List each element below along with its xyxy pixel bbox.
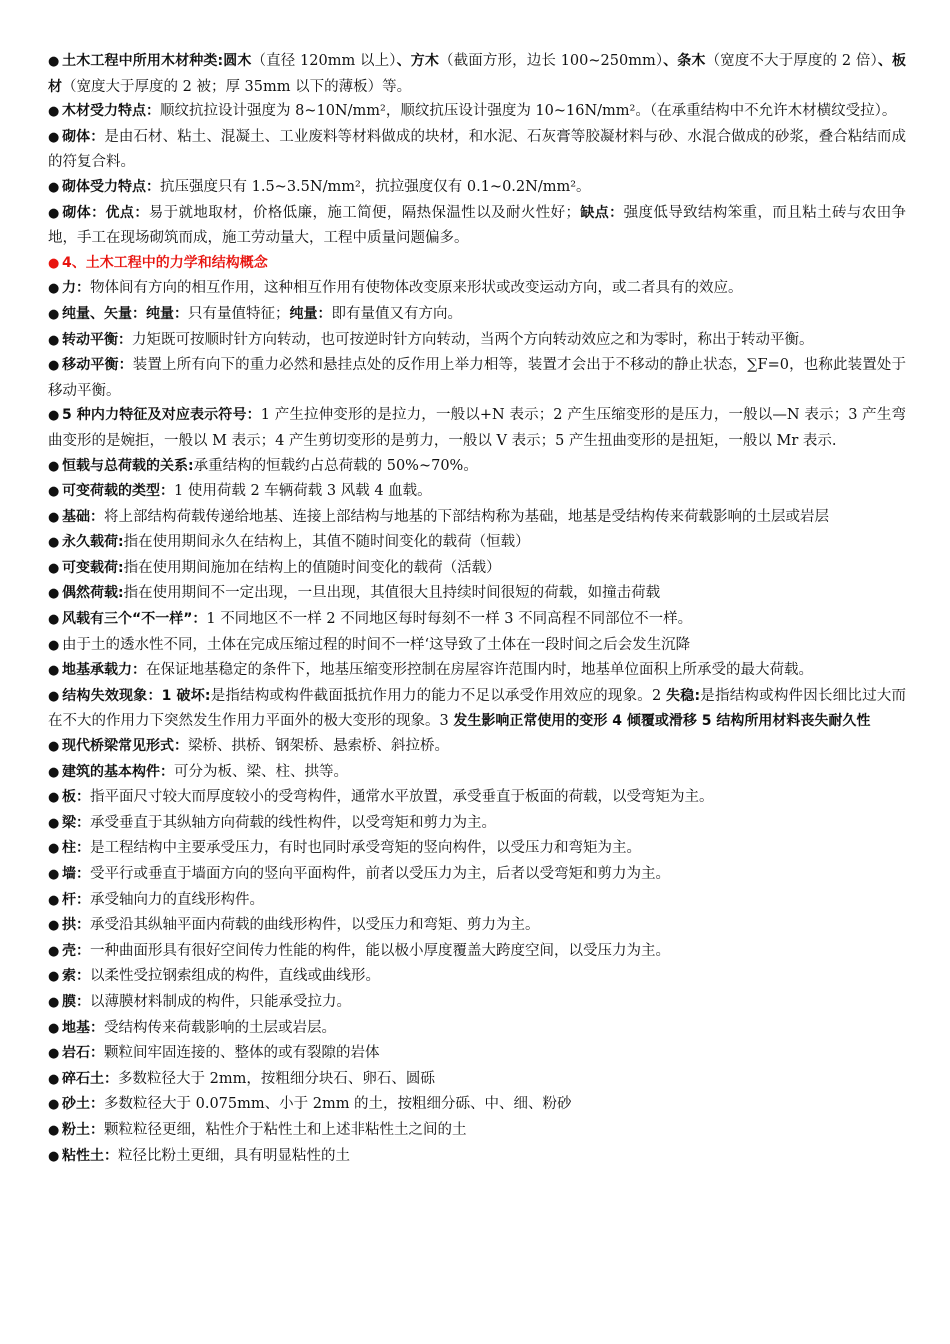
body-text: 承受轴向力的直线形构件。 bbox=[90, 891, 264, 908]
bold-term: 膜： bbox=[62, 993, 90, 1010]
body-text: 指在使用期间不一定出现，一旦出现，其值很大且持续时间很短的荷载，如撞击荷载 bbox=[123, 585, 661, 602]
bullet-icon: ● bbox=[48, 1148, 60, 1164]
list-item bbox=[48, 888, 906, 914]
list-item bbox=[48, 913, 906, 939]
bullet-icon: ● bbox=[48, 332, 60, 348]
list-item bbox=[48, 353, 906, 403]
bold-term: 5 种内力特征及对应表示符号： bbox=[62, 407, 261, 424]
list-item bbox=[48, 734, 906, 760]
bold-term: 、板材 bbox=[48, 53, 906, 95]
bold-term: 永久载荷: bbox=[62, 534, 124, 551]
list-item bbox=[48, 1092, 906, 1118]
list-item bbox=[48, 964, 906, 990]
list-item bbox=[48, 862, 906, 888]
bullet-icon: ● bbox=[48, 54, 60, 69]
list-item bbox=[48, 479, 906, 505]
bold-term: 纯量： bbox=[289, 305, 332, 322]
bold-term: 木材受力特点： bbox=[62, 103, 160, 120]
bullet-icon: ● bbox=[48, 612, 60, 628]
bold-term: 纯量、矢量：纯量： bbox=[62, 305, 188, 322]
body-text: 1 不同地区不一样 2 不同地区每时每刻不一样 3 不同高程不同部位不一样。 bbox=[206, 611, 693, 628]
bullet-icon: ● bbox=[48, 1020, 60, 1036]
body-text: 指平面尺寸较大而厚度较小的受弯构件，通常水平放置，承受垂直于板面的荷载，以受弯矩为主。 bbox=[90, 789, 714, 806]
bold-term: 索： bbox=[62, 968, 90, 985]
list-item bbox=[48, 1016, 906, 1042]
bold-term: 砌体：优点： bbox=[62, 204, 149, 221]
bold-term: 失稳: bbox=[666, 687, 701, 704]
body-text: （宽度不大于厚度的 2 倍） bbox=[705, 53, 878, 69]
bullet-icon: ● bbox=[48, 535, 60, 551]
body-text: 颗粒间牢固连接的、整体的或有裂隙的岩体 bbox=[104, 1045, 380, 1062]
bullet-icon: ● bbox=[48, 688, 60, 704]
body-text: 指在使用期间施加在结构上的值随时间变化的载荷（活载） bbox=[123, 559, 501, 576]
list-item bbox=[48, 201, 906, 251]
bold-term: 风载有三个“不一样”： bbox=[62, 611, 207, 628]
bold-term: 力： bbox=[62, 280, 90, 297]
list-item bbox=[48, 581, 906, 607]
body-text: 受结构传来荷载影响的土层或岩层。 bbox=[104, 1019, 336, 1036]
bullet-icon: ● bbox=[48, 586, 60, 602]
bullet-icon: ● bbox=[48, 637, 60, 653]
body-text: （截面方形，边长 100~250mm） bbox=[438, 53, 664, 69]
list-item bbox=[48, 990, 906, 1016]
list-item bbox=[48, 175, 906, 201]
bullet-icon: ● bbox=[48, 129, 60, 145]
bold-term: 转动平衡： bbox=[62, 331, 132, 348]
bold-term: 发生影响正常使用的变形 4 倾覆或滑移 5 结构所用材料丧失耐久性 bbox=[453, 713, 871, 730]
bullet-icon: ● bbox=[48, 255, 60, 271]
list-item bbox=[48, 49, 906, 99]
body-text: 强度低导致结构笨重，而且粘土砖与农田争地，手工在现场砌筑而成，施工劳动量大，工程中质量问题偏多。 bbox=[48, 204, 907, 247]
bullet-icon: ● bbox=[48, 892, 60, 908]
list-item bbox=[48, 811, 906, 837]
list-item bbox=[48, 836, 906, 862]
list-item bbox=[48, 276, 906, 302]
list-item bbox=[48, 403, 906, 453]
bold-term: 杆： bbox=[62, 891, 90, 908]
body-text: 1 使用荷载 2 车辆荷载 3 风载 4 血载。 bbox=[174, 483, 432, 500]
bold-term: 移动平衡： bbox=[62, 357, 133, 374]
body-text: 颗粒粒径更细，粘性介于粘性土和上述非粘性土之间的土 bbox=[104, 1121, 467, 1138]
bullet-icon: ● bbox=[48, 306, 60, 322]
bold-term: 4、土木工程中的力学和结构概念 bbox=[62, 254, 268, 271]
list-item bbox=[48, 684, 906, 734]
list-item bbox=[48, 760, 906, 786]
body-text: 一种曲面形具有很好空间传力性能的构件，能以极小厚度覆盖大跨度空间，以受压力为主。 bbox=[90, 942, 670, 959]
body-text: 指在使用期间永久在结构上，其值不随时间变化的载荷（恒载） bbox=[123, 534, 530, 551]
bullet-icon: ● bbox=[48, 509, 60, 525]
body-text: 由于土的透水性不同，土体在完成压缩过程的时间不一样‘这导致了土体在一段时间之后会发生沉降 bbox=[62, 636, 691, 653]
bold-term: 拱： bbox=[62, 917, 90, 934]
body-text: 可分为板、梁、柱、拱等。 bbox=[174, 763, 348, 780]
bold-term: 基础： bbox=[62, 508, 104, 525]
bullet-icon: ● bbox=[48, 458, 60, 474]
body-text: 1 产生拉伸变形的是拉力，一般以+N 表示；2 产生压缩变形的是压力，一般以—N 表示；3 产生弯曲变形的是婉拒，一般以 M 表示；4 产生剪切变形的是剪力，一般以 V 表示；5 产生扭曲变形的是扭矩，一般以 Mr 表示. bbox=[48, 407, 906, 449]
body-text: 是指结构或构件因长细比过大而在不大的作用力下突然发生作用力平面外的极大变形的现象。3 bbox=[48, 687, 907, 730]
body-text: 将上部结构荷载传递给地基、连接上部结构与地基的下部结构称为基础，地基是受结构传来荷载影响的土层或岩层 bbox=[104, 508, 829, 525]
bold-term: 梁： bbox=[62, 814, 90, 831]
bullet-icon: ● bbox=[48, 739, 60, 755]
bullet-icon: ● bbox=[48, 205, 60, 221]
body-text: 抗压强度只有 1.5~3.5N/mm²，抗拉强度仅有 0.1~0.2N/mm²。 bbox=[160, 178, 591, 195]
bullet-icon: ● bbox=[48, 179, 60, 195]
body-text: 以柔性受拉钢索组成的构件，直线或曲线形。 bbox=[90, 968, 380, 985]
section-heading bbox=[48, 251, 906, 277]
bold-term: 、条木 bbox=[663, 53, 706, 69]
bold-term: 可变荷载的类型： bbox=[62, 483, 174, 500]
body-text: 承受沿其纵轴平面内荷载的曲线形构件，以受压力和弯矩、剪力为主。 bbox=[90, 917, 540, 934]
bold-term: 结构失效现象：1 破坏: bbox=[62, 687, 211, 704]
body-text: 梁桥、拱桥、钢架桥、悬索桥、斜拉桥。 bbox=[188, 738, 449, 755]
list-item bbox=[48, 125, 906, 175]
bold-term: 建筑的基本构件： bbox=[62, 763, 174, 780]
bold-term: 板： bbox=[62, 789, 90, 806]
body-text: 装置上所有向下的重力必然和悬挂点处的反作用上举力相等，装置才会出于不移动的静止状态，∑F=0，也称此装置处于移动平衡。 bbox=[48, 357, 906, 399]
bold-term: 缺点： bbox=[580, 204, 624, 221]
bold-term: 、方木 bbox=[396, 53, 439, 69]
body-text: 多数粒径大于 0.075mm、小于 2mm 的土，按粗细分砾、中、细、粉砂 bbox=[104, 1096, 572, 1113]
bullet-icon: ● bbox=[48, 867, 60, 882]
bullet-icon: ● bbox=[48, 969, 60, 985]
list-item bbox=[48, 454, 906, 480]
list-item bbox=[48, 328, 906, 354]
bold-term: 粘性土： bbox=[62, 1147, 118, 1164]
body-text: 物体间有方向的相互作用，这种相互作用有使物体改变原来形状或改变运动方向，或二者具有的效应。 bbox=[90, 280, 743, 297]
bold-term: 恒载与总荷载的关系: bbox=[62, 457, 194, 474]
body-text: 承重结构的恒载约占总荷载的 50%~70%。 bbox=[193, 457, 478, 474]
bold-term: 地基承载力： bbox=[62, 662, 146, 679]
bullet-icon: ● bbox=[48, 918, 60, 934]
bullet-icon: ● bbox=[48, 1071, 60, 1087]
list-item bbox=[48, 1118, 906, 1144]
list-item bbox=[48, 302, 906, 328]
list-item bbox=[48, 505, 906, 531]
list-item bbox=[48, 530, 906, 556]
body-text: 受平行或垂直于墙面方向的竖向平面构件，前者以受压力为主，后者以受弯矩和剪力为主。 bbox=[90, 866, 670, 882]
bullet-icon: ● bbox=[48, 1122, 60, 1138]
list-item bbox=[48, 785, 906, 811]
bold-term: 碎石土： bbox=[62, 1070, 118, 1087]
list-item bbox=[48, 658, 906, 684]
bullet-icon: ● bbox=[48, 663, 60, 679]
body-text: 是工程结构中主要承受压力，有时也同时承受弯矩的竖向构件，以受压力和弯矩为主。 bbox=[90, 840, 641, 857]
list-item bbox=[48, 99, 906, 125]
list-item bbox=[48, 633, 906, 659]
body-text: 在保证地基稳定的条件下，地基压缩变形控制在房屋容许范围内时，地基单位面积上所承受的最大荷载。 bbox=[146, 662, 813, 679]
bullet-icon: ● bbox=[48, 815, 60, 831]
bold-term: 墙： bbox=[62, 866, 90, 882]
list-item bbox=[48, 1067, 906, 1093]
list-item bbox=[48, 939, 906, 965]
body-text: （直径 120mm 以上） bbox=[251, 53, 397, 69]
bold-term: 砌体受力特点： bbox=[62, 178, 160, 195]
bullet-icon: ● bbox=[48, 943, 60, 959]
bold-term: 砌体： bbox=[62, 128, 105, 145]
bold-term: 地基： bbox=[62, 1019, 104, 1036]
bullet-icon: ● bbox=[48, 1046, 60, 1062]
body-text: 是指结构或构件截面抵抗作用力的能力不足以承受作用效应的现象。2 bbox=[210, 687, 667, 704]
bullet-icon: ● bbox=[48, 104, 60, 120]
body-text: 是由石材、粘土、混凝土、工业废料等材料做成的块材，和水泥、石灰膏等胶凝材料与砂、水混合做成的砂浆，叠合粘结而成的符复合料。 bbox=[48, 128, 906, 171]
bold-term: 可变载荷: bbox=[62, 559, 124, 576]
bullet-icon: ● bbox=[48, 841, 60, 857]
bullet-icon: ● bbox=[48, 408, 60, 424]
body-text: 力矩既可按顺时针方向转动，也可按逆时针方向转动，当两个方向转动效应之和为零时，称出于转动平衡。 bbox=[132, 331, 814, 348]
list-item bbox=[48, 607, 906, 633]
list-item bbox=[48, 1144, 906, 1170]
bold-term: 现代桥梁常见形式： bbox=[62, 738, 188, 755]
bullet-icon: ● bbox=[48, 790, 60, 806]
bullet-icon: ● bbox=[48, 1097, 60, 1113]
body-text: 只有量值特征； bbox=[188, 305, 290, 322]
body-text: 多数粒径大于 2mm，按粗细分块石、卵石、圆砾 bbox=[118, 1070, 435, 1087]
bold-term: 土木工程中所用木材种类:圆木 bbox=[62, 53, 252, 69]
bold-term: 岩石： bbox=[62, 1045, 104, 1062]
body-text: 顺纹抗拉设计强度为 8~10N/mm²，顺纹抗压设计强度为 10~16N/mm²。（在承重结构中不允许木材横纹受拉）。 bbox=[160, 103, 897, 120]
body-text: （宽度大于厚度的 2 被；厚 35mm 以下的薄板）等。 bbox=[62, 78, 412, 95]
bullet-icon: ● bbox=[48, 994, 60, 1010]
bold-term: 柱： bbox=[62, 840, 90, 857]
body-text: 承受垂直于其纵轴方向荷载的线性构件，以受弯矩和剪力为主。 bbox=[90, 814, 496, 831]
bold-term: 粉土： bbox=[62, 1121, 104, 1138]
bullet-icon: ● bbox=[48, 358, 60, 374]
bold-term: 偶然荷载: bbox=[62, 585, 124, 602]
list-item bbox=[48, 1041, 906, 1067]
list-item bbox=[48, 556, 906, 582]
bullet-icon: ● bbox=[48, 484, 60, 500]
body-text: 以薄膜材料制成的构件，只能承受拉力。 bbox=[90, 993, 351, 1010]
body-text: 即有量值又有方向。 bbox=[331, 305, 462, 322]
bullet-icon: ● bbox=[48, 281, 60, 297]
bullet-icon: ● bbox=[48, 560, 60, 576]
bullet-icon: ● bbox=[48, 764, 60, 780]
bold-term: 砂土： bbox=[62, 1096, 104, 1113]
bold-term: 壳： bbox=[62, 942, 90, 959]
body-text: 易于就地取材，价格低廉，施工简便，隔热保温性以及耐火性好； bbox=[148, 204, 581, 221]
body-text: 粒径比粉土更细，具有明显粘性的土 bbox=[118, 1147, 350, 1164]
